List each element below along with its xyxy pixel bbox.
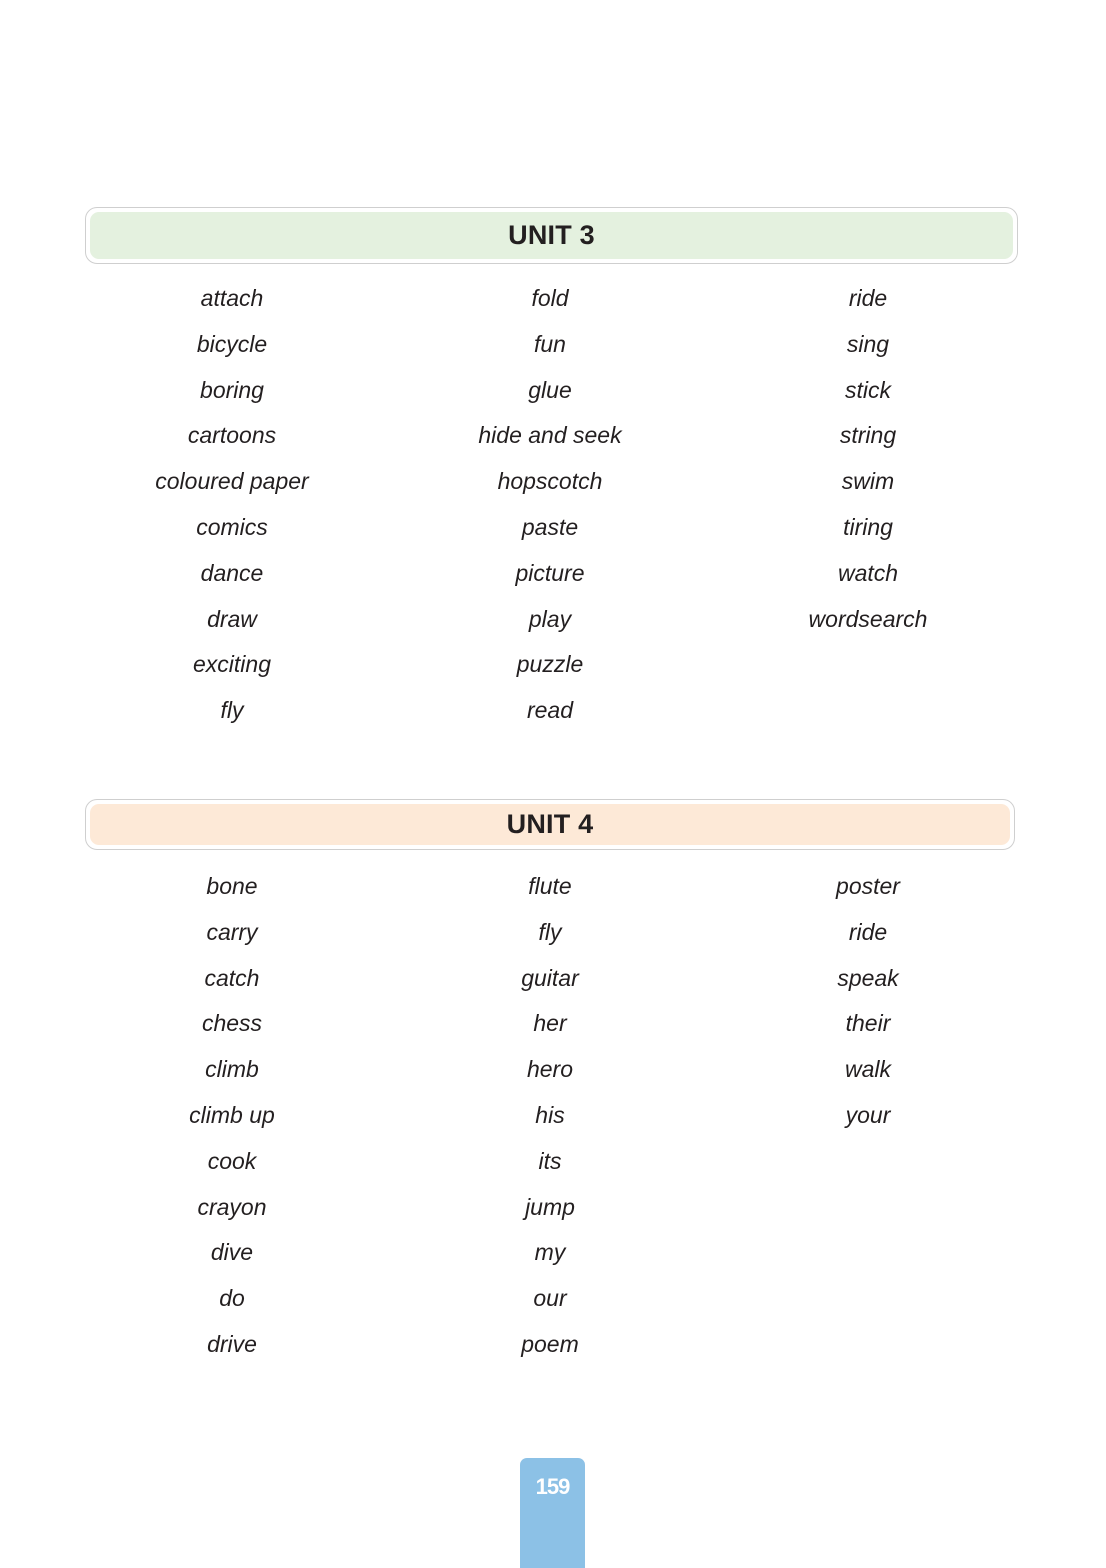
vocabulary-word: watch (837, 559, 899, 586)
unit4-column-3 (709, 864, 1027, 1368)
unit3-title: UNIT 3 (90, 212, 1013, 259)
vocabulary-word: fly (538, 918, 562, 945)
vocabulary-word: swim (841, 468, 895, 495)
vocabulary-word: its (538, 1147, 562, 1174)
vocabulary-word: fly (220, 697, 244, 724)
vocabulary-word: ride (848, 918, 888, 945)
vocabulary-word: crayon (197, 1193, 267, 1220)
page-number-tab (520, 1458, 585, 1568)
vocabulary-word: do (219, 1285, 245, 1312)
vocabulary-word: glue (528, 376, 572, 403)
vocabulary-word: boring (200, 376, 264, 403)
unit3-header-box (85, 207, 1018, 264)
unit4-word-list (73, 864, 1027, 1368)
vocabulary-word: bone (206, 873, 258, 899)
page-number: 159 (535, 1474, 570, 1499)
vocabulary-word: coloured paper (155, 468, 309, 495)
vocabulary-word: her (533, 1010, 567, 1037)
vocabulary-word: string (839, 422, 897, 449)
vocabulary-word: tiring (843, 513, 893, 540)
vocabulary-word: carry (206, 918, 258, 945)
vocabulary-word: speak (837, 964, 899, 991)
vocabulary-word: our (533, 1285, 567, 1312)
vocabulary-word: paste (521, 513, 579, 540)
vocabulary-word: chess (201, 1010, 263, 1037)
vocabulary-word: dive (210, 1239, 254, 1266)
vocabulary-word: sing (846, 330, 890, 357)
vocabulary-word: draw (207, 605, 257, 632)
vocabulary-word: play (528, 605, 572, 632)
vocabulary-word: cook (207, 1147, 257, 1174)
vocabulary-word: fold (531, 285, 569, 311)
vocabulary-word: guitar (521, 964, 579, 991)
vocabulary-word: catch (204, 964, 260, 991)
unit3-column-2 (391, 276, 709, 734)
vocabulary-word: fun (534, 330, 566, 357)
vocabulary-word: hopscotch (497, 468, 603, 495)
vocabulary-word: their (845, 1010, 891, 1037)
unit3-column-3 (709, 276, 1027, 734)
vocabulary-word: exciting (193, 651, 271, 678)
unit4-title: UNIT 4 (90, 804, 1010, 845)
vocabulary-word: attach (200, 285, 264, 311)
vocabulary-word: read (526, 697, 574, 724)
vocabulary-word: climb (205, 1056, 259, 1083)
vocabulary-word: puzzle (516, 651, 584, 678)
vocabulary-word: poem (521, 1330, 579, 1357)
unit4-header-box (85, 799, 1015, 850)
vocabulary-word: his (535, 1101, 565, 1128)
vocabulary-word: comics (196, 513, 268, 540)
vocabulary-word: climb up (189, 1101, 275, 1128)
unit3-column-1 (73, 276, 391, 734)
vocabulary-word: bicycle (196, 330, 268, 357)
vocabulary-word: drive (207, 1330, 257, 1357)
vocabulary-word: picture (515, 559, 585, 586)
vocabulary-word: hero (526, 1056, 574, 1083)
unit4-column-2 (391, 864, 709, 1368)
vocabulary-word: ride (848, 285, 888, 311)
vocabulary-word: walk (844, 1056, 891, 1083)
vocabulary-word: cartoons (187, 422, 277, 449)
vocabulary-word: wordsearch (808, 605, 928, 632)
vocabulary-word: jump (525, 1193, 575, 1220)
vocabulary-word: my (534, 1239, 566, 1266)
vocabulary-word: hide and seek (478, 422, 622, 449)
vocabulary-word: your (845, 1101, 891, 1128)
vocabulary-word: poster (836, 873, 900, 899)
vocabulary-word: flute (528, 873, 572, 899)
vocabulary-word: dance (200, 559, 264, 586)
unit4-column-1 (73, 864, 391, 1368)
vocabulary-word: stick (845, 376, 891, 403)
unit3-word-list (73, 276, 1027, 734)
